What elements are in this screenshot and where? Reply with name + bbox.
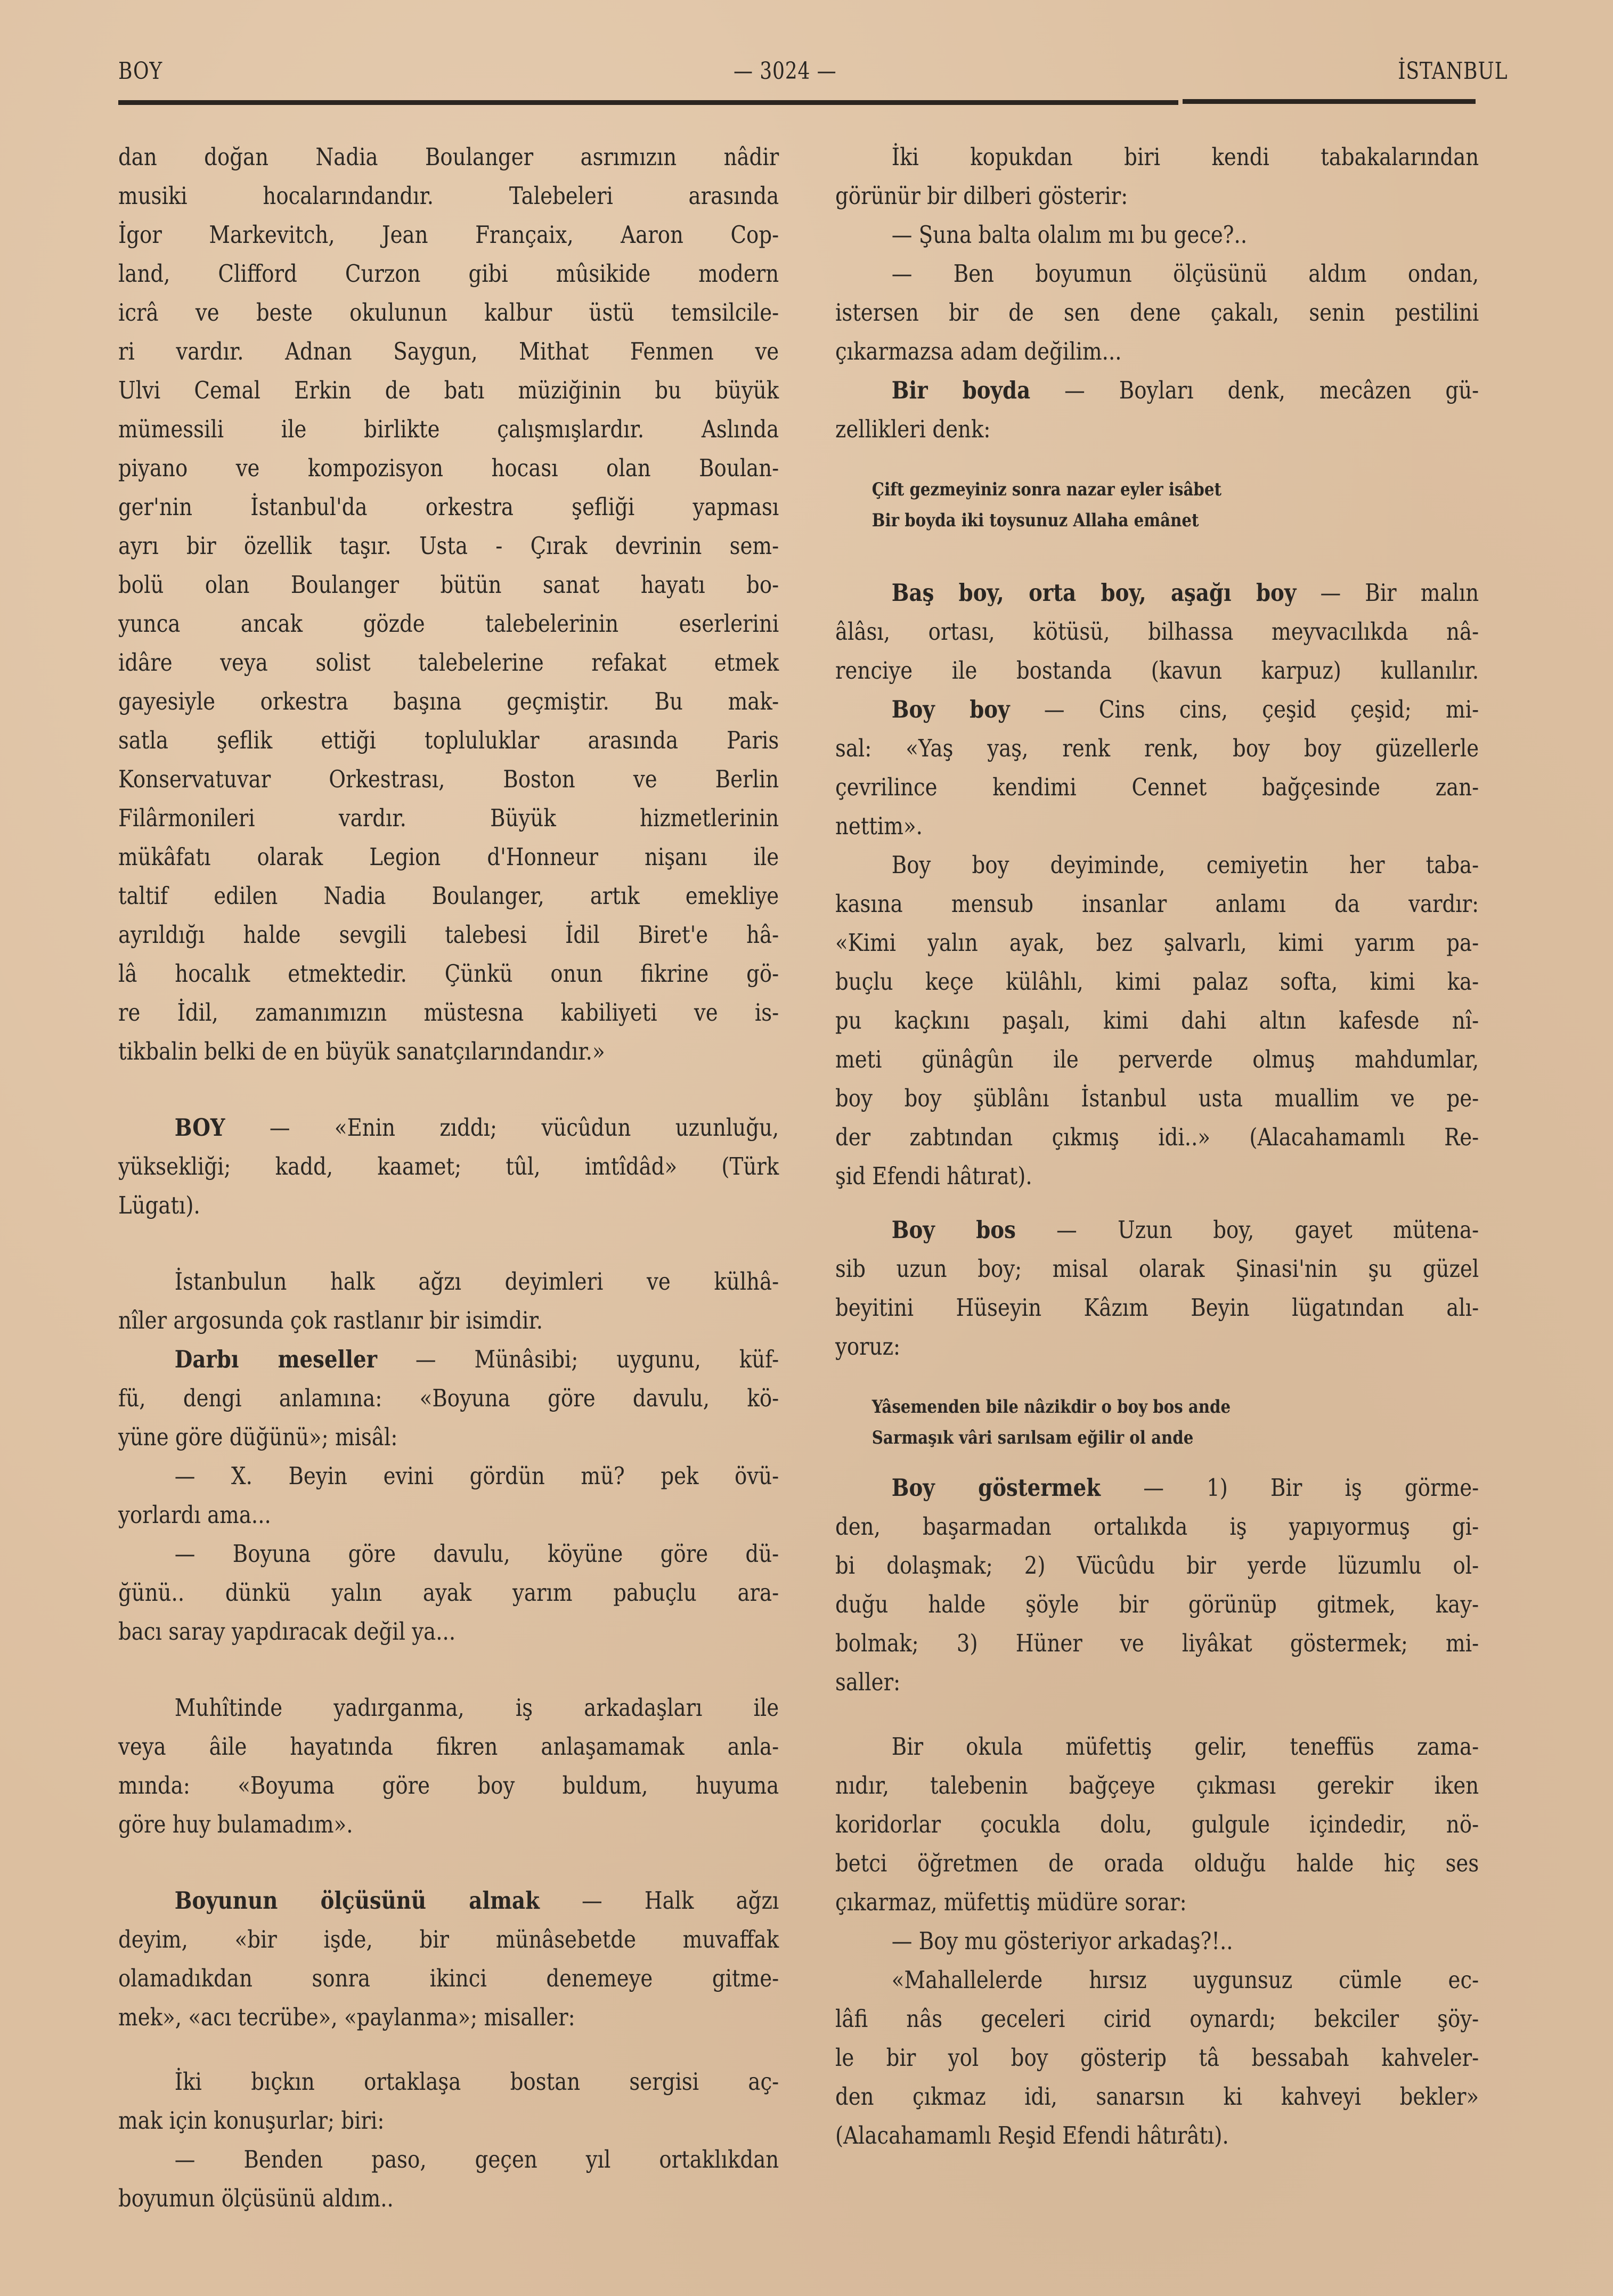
line-text: istersen bir de sen dene çakalı, senin pestilini	[835, 298, 1479, 327]
line-text: — Şuna balta olalım mı bu gece?..	[891, 221, 1248, 249]
line-text: — Halk ağzı	[539, 1886, 779, 1915]
text-line	[118, 1186, 779, 1225]
line-text: lâ hocalık etmektedir. Çünkü onun fikrine gö-	[118, 959, 779, 988]
entry-term: Bir boyda	[891, 376, 1031, 404]
line-text: den çıkmaz idi, sanarsın ki kahveyi bekler»	[835, 2082, 1479, 2111]
line-text: sal: «Yaş yaş, renk renk, boy boy güzellerle	[835, 734, 1479, 762]
text-line	[118, 137, 779, 176]
text-line	[835, 651, 1479, 690]
line-text: boyumun ölçüsünü aldım..	[118, 2184, 394, 2212]
line-text: der zabtından çıkmış idi..» (Alacahamamlı Re-	[835, 1123, 1479, 1151]
paragraph-gap	[118, 1844, 779, 1881]
text-line	[118, 799, 779, 837]
line-text: olamadıkdan sonra ikinci denemeye gitme-	[118, 1964, 779, 1992]
verse-line: Yâsemenden bile nâzikdir o boy bos ande	[871, 1396, 1231, 1418]
text-line	[118, 1959, 779, 1998]
line-text: icrâ ve beste okulunun kalbur üstü temsilcile-	[118, 298, 779, 327]
text-line	[118, 1805, 779, 1844]
line-text: re İdil, zamanımızın müstesna kabiliyeti ve is-	[118, 998, 779, 1027]
line-text: — Boyları denk, mecâzen gü-	[1030, 376, 1479, 404]
line-text: duğu halde şöyle bir görünüp gitmek, kay-	[835, 1590, 1479, 1618]
line-text: göre huy bulamadım».	[118, 1810, 353, 1838]
text-line	[835, 729, 1479, 768]
text-line	[835, 1040, 1479, 1079]
header-rule	[118, 99, 1476, 105]
line-text: mümessili ile birlikte çalışmışlardır. Aslında	[118, 415, 779, 443]
text-line	[835, 923, 1479, 962]
line-text: musiki hocalarındandır. Talebeleri arasında	[118, 182, 779, 210]
text-line	[118, 2179, 779, 2218]
entry-heading-line	[118, 1108, 779, 1147]
line-text: bacı saray yapdıracak değil ya...	[118, 1617, 456, 1646]
line-text: Lügatı).	[118, 1191, 200, 1219]
paragraph-gap	[118, 1225, 779, 1262]
line-text: mek», «acı tecrübe», «paylanma»; misaller:	[118, 2003, 575, 2031]
line-text: İgor Markevitch, Jean Françaix, Aaron Cop-	[118, 221, 779, 249]
line-text: fü, dengi anlamına: «Boyuna göre davulu, kö-	[118, 1384, 779, 1412]
line-text: — Bir malın	[1296, 579, 1479, 607]
text-line	[118, 643, 779, 682]
line-text: nettim».	[835, 812, 923, 840]
entry-heading-line	[835, 690, 1479, 729]
text-line	[835, 1922, 1479, 1960]
text-line	[835, 1001, 1479, 1040]
line-text: Konservatuvar Orkestrası, Boston ve Berlin	[118, 765, 779, 793]
text-line	[835, 1118, 1479, 1157]
text-line	[118, 1998, 779, 2037]
text-line	[118, 1920, 779, 1959]
paragraph-gap	[835, 536, 1479, 573]
entry-heading-line	[835, 573, 1479, 612]
line-text: saller:	[835, 1668, 901, 1696]
entry-term: Darbı meseller	[174, 1345, 378, 1373]
text-line	[118, 760, 779, 799]
text-line	[118, 721, 779, 760]
entry-term: Boyunun ölçüsünü almak	[174, 1886, 540, 1915]
entry-term: Boy göstermek	[891, 1473, 1101, 1502]
line-text: — Uzun boy, gayet mütena-	[1015, 1216, 1479, 1244]
text-line	[835, 807, 1479, 845]
line-text: veya âile hayatında fikren anlaşamamak anla-	[118, 1732, 779, 1761]
line-text: boy boy şüblânı İstanbul usta muallim ve pe-	[835, 1084, 1479, 1112]
line-text: Muhîtinde yadırganma, iş arkadaşları ile	[174, 1693, 779, 1722]
text-line	[118, 254, 779, 293]
line-text: ger'nin İstanbul'da orkestra şefliği yapması	[118, 493, 779, 521]
line-text: — Cins cins, çeşid çeşid; mi-	[1009, 695, 1479, 723]
line-text: Bir okula müfettiş gelir, teneffüs zama-	[891, 1732, 1479, 1761]
text-line	[118, 1379, 779, 1418]
text-line	[835, 410, 1479, 449]
header-rule-right-segment	[1183, 99, 1476, 104]
text-line	[118, 1573, 779, 1612]
line-text: yoruz:	[835, 1332, 901, 1361]
text-line	[835, 1288, 1479, 1327]
text-line	[835, 1249, 1479, 1288]
text-line	[835, 1805, 1479, 1844]
line-text: İki bıçkın ortaklaşa bostan sergisi aç-	[174, 2067, 779, 2096]
text-line	[118, 1147, 779, 1186]
text-line	[118, 1495, 779, 1534]
running-header	[118, 58, 1508, 95]
line-text: görünür bir dilberi gösterir:	[835, 182, 1128, 210]
verse-line: Sarmaşık vâri sarılsam eğilir ol ande	[871, 1427, 1194, 1448]
text-line	[835, 1507, 1479, 1546]
line-text: kasına mensub insanlar anlamı da vardır:	[835, 890, 1479, 918]
text-line	[118, 993, 779, 1032]
line-text: sib uzun boy; misal olarak Şinasi'nin şu güzel	[835, 1255, 1479, 1283]
paragraph-gap	[835, 1701, 1479, 1727]
text-line	[118, 1032, 779, 1071]
verse-line: Çift gezmeyiniz sonra nazar eyler isâbet	[871, 479, 1221, 500]
text-line	[835, 768, 1479, 807]
line-text: ğünü.. dünkü yalın ayak yarım pabuçlu ara-	[118, 1578, 779, 1607]
text-line	[835, 332, 1479, 371]
text-line	[835, 1079, 1479, 1118]
line-text: betci öğretmen de orada olduğu halde hiç ses	[835, 1849, 1479, 1877]
line-text: şid Efendi hâtırat).	[835, 1162, 1032, 1190]
line-text: buçlu keçe külâhlı, kimi palaz softa, kimi ka-	[835, 967, 1479, 996]
line-text: Ulvi Cemal Erkin de batı müziğinin bu büyük	[118, 376, 779, 404]
line-text: beyitini Hüseyin Kâzım Beyin lügatından alı-	[835, 1293, 1479, 1322]
text-line	[118, 487, 779, 526]
line-text: mükâfatı olarak Legion d'Honneur nişanı ile	[118, 843, 779, 871]
right-text-column	[835, 137, 1479, 2155]
line-text: renciye ile bostanda (kavun karpuz) kullanılır.	[835, 656, 1479, 685]
text-line	[835, 2077, 1479, 2116]
page-number: — 3024 —	[734, 58, 837, 85]
text-line	[835, 962, 1479, 1001]
text-line	[835, 612, 1479, 651]
line-text: mak için konuşurlar; biri:	[118, 2106, 385, 2135]
text-line	[118, 410, 779, 449]
verse-line: Bir boyda iki toysunuz Allaha emânet	[871, 510, 1199, 531]
entry-heading-line	[835, 1210, 1479, 1249]
text-line	[118, 604, 779, 643]
text-line	[835, 2116, 1479, 2155]
paragraph-gap	[835, 449, 1479, 474]
entry-heading-line	[835, 371, 1479, 410]
text-line	[835, 1960, 1479, 1999]
line-text: Boy boy deyiminde, cemiyetin her taba-	[891, 851, 1479, 879]
text-line	[835, 1999, 1479, 2038]
line-text: — «Enin zıddı; vücûdun uzunluğu,	[225, 1113, 779, 1142]
text-line	[118, 1766, 779, 1805]
line-text: dan doğan Nadia Boulanger asrımızın nâdir	[118, 143, 779, 171]
line-text: «Kimi yalın ayak, bez şalvarlı, kimi yarım pa-	[835, 929, 1479, 957]
line-text: — Boy mu gösteriyor arkadaş?!..	[891, 1927, 1233, 1955]
text-line	[835, 2038, 1479, 2077]
entry-term: Boy bos	[891, 1216, 1016, 1244]
line-text: piyano ve kompozisyon hocası olan Boulan-	[118, 454, 779, 482]
text-line	[118, 2101, 779, 2140]
text-line	[835, 1546, 1479, 1585]
text-line	[118, 1688, 779, 1727]
text-line	[118, 837, 779, 876]
text-line	[118, 332, 779, 371]
text-line	[118, 2140, 779, 2179]
text-line	[835, 1585, 1479, 1624]
text-line	[118, 1418, 779, 1456]
line-text: deyim, «bir işde, bir münâsebetde muvaffak	[118, 1925, 779, 1953]
line-text: yüne göre düğünü»; misâl:	[118, 1423, 398, 1451]
text-line	[118, 876, 779, 915]
text-line	[835, 1883, 1479, 1922]
text-line	[118, 954, 779, 993]
line-text: ayrıldığı halde sevgili talebesi İdil Biret'e hâ-	[118, 921, 779, 949]
text-line	[118, 176, 779, 215]
line-text: yunca ancak gözde talebelerinin eserlerini	[118, 609, 779, 638]
line-text: İki kopukdan biri kendi tabakalarından	[891, 143, 1479, 171]
line-text: yüksekliği; kadd, kaamet; tûl, imtîdâd» (Türk	[118, 1152, 779, 1180]
line-text: gayesiyle orkestra başına geçmiştir. Bu mak-	[118, 687, 779, 715]
text-line	[835, 884, 1479, 923]
header-rule-left-segment	[118, 100, 1178, 105]
text-line	[835, 1727, 1479, 1766]
paragraph-gap	[835, 1453, 1479, 1468]
line-text: nîler argosunda çok rastlanır bir isimdir.	[118, 1306, 543, 1334]
line-text: den, başarmadan ortalıkda iş yapıyormuş gi-	[835, 1512, 1479, 1541]
entry-term: BOY	[174, 1113, 225, 1142]
text-line	[835, 1624, 1479, 1663]
line-text: mında: «Boyuma göre boy buldum, huyuma	[118, 1771, 779, 1800]
line-text: İstanbulun halk ağzı deyimleri ve külhâ-	[174, 1267, 779, 1296]
text-line	[835, 845, 1479, 884]
line-text: bolmak; 3) Hüner ve liyâkat göstermek; mi-	[835, 1629, 1479, 1657]
line-text: — Benden paso, geçen yıl ortaklıkdan	[174, 2145, 779, 2173]
left-text-column	[118, 137, 779, 2218]
line-text: çıkarmazsa adam değilim...	[835, 337, 1122, 365]
text-line	[118, 1612, 779, 1651]
text-line	[118, 1262, 779, 1301]
line-text: idâre veya solist talebelerine refakat etmek	[118, 648, 779, 677]
header-entry-word: BOY	[118, 58, 163, 85]
line-text: — Boyuna göre davulu, köyüne göre dü-	[174, 1540, 779, 1568]
text-line	[835, 1327, 1479, 1366]
entry-heading-line	[118, 1340, 779, 1379]
paragraph-gap	[835, 1366, 1479, 1391]
text-line	[835, 215, 1479, 254]
text-line	[118, 371, 779, 410]
line-text: bi dolaşmak; 2) Vücûdu bir yerde lüzumlu ol-	[835, 1551, 1479, 1579]
line-text: bolü olan Boulanger bütün sanat hayatı bo-	[118, 571, 779, 599]
line-text: lâfi nâs geceleri cirid oynardı; bekciler şöy-	[835, 2005, 1479, 2033]
line-text: ri vardır. Adnan Saygun, Mithat Fenmen ve	[118, 337, 779, 365]
line-text: le bir yol boy gösterip tâ bessabah kahveler-	[835, 2043, 1479, 2072]
text-line	[835, 1157, 1479, 1195]
line-text: «Mahallelerde hırsız uygunsuz cümle ec-	[891, 1966, 1479, 1994]
text-line	[835, 176, 1479, 215]
text-line	[835, 1663, 1479, 1701]
line-text: Filârmonileri vardır. Büyük hizmetlerinin	[118, 804, 779, 832]
line-text: koridorlar çocukla dolu, gulgule içindedir, nö-	[835, 1810, 1479, 1838]
text-line	[118, 215, 779, 254]
line-text: nıdır, talebenin bağçeye çıkması gerekir iken	[835, 1771, 1479, 1800]
text-line	[118, 526, 779, 565]
line-text: satla şeflik ettiği topluluklar arasında Paris	[118, 726, 779, 754]
text-line	[118, 1456, 779, 1495]
paragraph-gap	[835, 1195, 1479, 1210]
text-line	[118, 565, 779, 604]
entry-heading-line	[118, 1881, 779, 1920]
line-text: land, Clifford Curzon gibi mûsikide modern	[118, 259, 779, 288]
line-text: âlâsı, ortası, kötüsü, bilhassa meyvacılıkda nâ-	[835, 617, 1479, 646]
paragraph-gap	[118, 1651, 779, 1688]
text-line	[118, 293, 779, 332]
text-line	[835, 137, 1479, 176]
text-line	[118, 682, 779, 721]
text-line	[118, 1301, 779, 1340]
line-text: zellikleri denk:	[835, 415, 991, 443]
line-text: ayrı bir özellik taşır. Usta - Çırak devrinin sem-	[118, 532, 779, 560]
text-line	[118, 1534, 779, 1573]
text-line	[835, 1844, 1479, 1883]
entry-term: Baş boy, orta boy, aşağı boy	[891, 579, 1297, 607]
line-text: — X. Beyin evini gördün mü? pek övü-	[174, 1462, 779, 1490]
line-text: — Ben boyumun ölçüsünü aldım ondan,	[891, 259, 1479, 288]
text-line	[835, 254, 1479, 293]
text-line	[118, 1727, 779, 1766]
paragraph-gap	[118, 1071, 779, 1108]
entry-term: Boy boy	[891, 695, 1010, 723]
entry-heading-line	[835, 1468, 1479, 1507]
header-volume-title: İSTANBUL	[1397, 58, 1508, 85]
text-line	[835, 293, 1479, 332]
line-text: — 1) Bir iş görme-	[1101, 1473, 1479, 1502]
text-line	[835, 1766, 1479, 1805]
paragraph-gap	[118, 2037, 779, 2062]
line-text: yorlardı ama...	[118, 1501, 271, 1529]
line-text: (Alacahamamlı Reşid Efendi hâtırâtı).	[835, 2121, 1229, 2150]
line-text: çevrilince kendimi Cennet bağçesinde zan-	[835, 773, 1479, 801]
text-line	[118, 2062, 779, 2101]
line-text: tikbalin belki de en büyük sanatçılarındandır.»	[118, 1037, 605, 1065]
line-text: pu kaçkını paşalı, kimi dahi altın kafesde nî-	[835, 1006, 1479, 1035]
line-text: taltif edilen Nadia Boulanger, artık emekliye	[118, 882, 779, 910]
line-text: — Münâsibi; uygunu, küf-	[377, 1345, 779, 1373]
line-text: meti günâgûn ile perverde olmuş mahdumlar,	[835, 1045, 1479, 1073]
line-text: çıkarmaz, müfettiş müdüre sorar:	[835, 1888, 1187, 1916]
text-line	[118, 915, 779, 954]
text-line	[118, 449, 779, 487]
